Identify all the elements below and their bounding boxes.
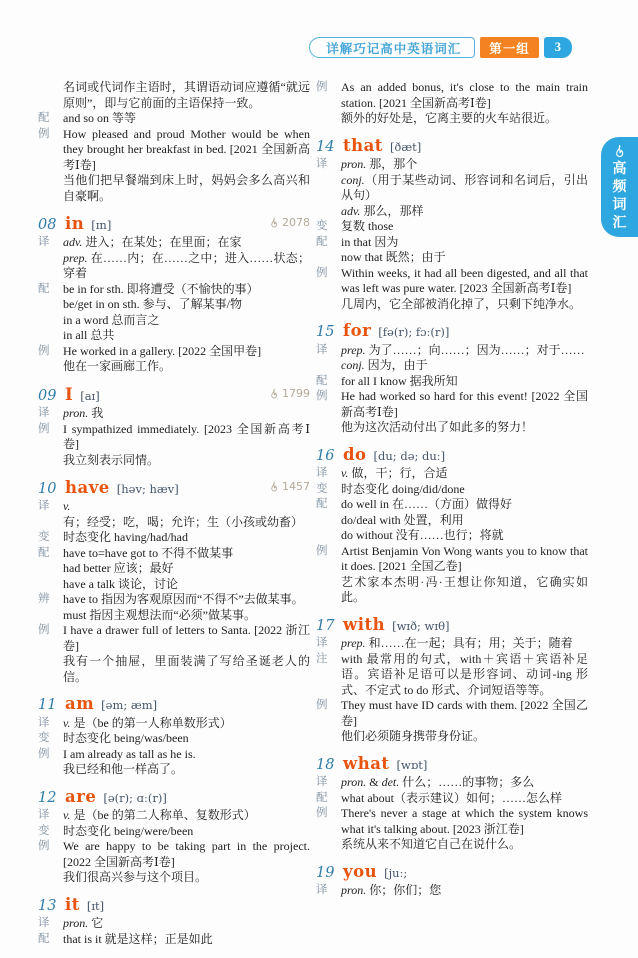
entry-for bbox=[316, 323, 588, 436]
phonetic: [fə(r); fɔː(r)] bbox=[378, 325, 450, 339]
section-body bbox=[63, 235, 310, 282]
entry-that bbox=[316, 135, 588, 313]
entry-header bbox=[38, 386, 310, 404]
entry-section bbox=[316, 80, 588, 127]
entry-section bbox=[38, 592, 310, 623]
section-body bbox=[63, 530, 310, 546]
entry-line: have to 指因为客观原因而“不得不”去做某事。 bbox=[63, 592, 304, 607]
entry-section bbox=[316, 482, 588, 498]
section-body bbox=[63, 282, 310, 344]
entry-section bbox=[316, 343, 588, 374]
entry-section bbox=[38, 422, 310, 469]
entry-line: Within weeks, it had all been digested, and all that was left was pure water. [2023 全国新高考Ⅰ卷] bbox=[341, 265, 588, 295]
section-body bbox=[341, 374, 588, 390]
group-label: 第一组 bbox=[489, 41, 530, 56]
entry-line: 额外的好处是，它离主要的火车站很近。 bbox=[341, 111, 558, 125]
section-body bbox=[341, 806, 588, 853]
entry-line: Artist Benjamin Von Wong wants you to know that it does. [2021 全国乙卷] bbox=[341, 543, 588, 573]
section-body bbox=[341, 343, 588, 374]
entry-are bbox=[38, 786, 310, 886]
entry-line: that is it 就是这样；正是如此 bbox=[63, 931, 213, 946]
section-tag: 例 bbox=[316, 807, 328, 819]
section-body bbox=[341, 636, 588, 652]
entry-line: adv. 那么，那样 bbox=[341, 203, 424, 218]
entry-have bbox=[38, 479, 310, 685]
section-tag: 译 bbox=[38, 236, 50, 249]
entry-section bbox=[38, 499, 310, 530]
section-tag: 译 bbox=[38, 407, 50, 419]
section-body bbox=[341, 389, 588, 436]
section-tag: 译 bbox=[38, 917, 50, 930]
headword: it bbox=[65, 894, 80, 914]
entry-section bbox=[316, 806, 588, 853]
entry-section bbox=[316, 235, 588, 266]
entry-section bbox=[38, 111, 310, 127]
section-tag: 配 bbox=[38, 282, 50, 295]
entry-am bbox=[38, 696, 310, 778]
entry-number: 08 bbox=[38, 216, 57, 233]
entry-line: 时态变化 being/were/been bbox=[63, 823, 194, 838]
entry-section bbox=[38, 80, 310, 111]
entry-line: conj. 因为，由于 bbox=[341, 358, 428, 372]
entry-I bbox=[38, 386, 310, 468]
entry-line: 时态变化 doing/did/done bbox=[341, 481, 465, 496]
frequency-badge bbox=[268, 386, 310, 402]
section-body bbox=[341, 80, 588, 127]
section-tag: 辨 bbox=[38, 593, 50, 606]
high-frequency-label: 高频词汇 bbox=[612, 162, 627, 231]
entry-continuation bbox=[316, 80, 588, 127]
book-title: 详解巧记高中英语词汇 bbox=[326, 41, 462, 56]
entry-line: v. 是（be 的第二人称单、复数形式） bbox=[63, 808, 256, 823]
entry-number: 14 bbox=[316, 138, 335, 155]
entry-line: must 指因主观想法而“必须”做某事。 bbox=[63, 607, 256, 622]
entry-section bbox=[316, 698, 588, 745]
frequency-count: 1799 bbox=[282, 386, 310, 400]
entry-line: what about（表示建议）如何；……怎么样 bbox=[341, 790, 562, 805]
section-tag: 变 bbox=[316, 482, 328, 495]
entry-line: As an added bonus, it's close to the main train station. [2021 全国新高考Ⅰ卷] bbox=[341, 80, 588, 110]
entry-with bbox=[316, 614, 588, 745]
section-body bbox=[63, 747, 310, 778]
phonetic: [ə(r); ɑː(r)] bbox=[103, 790, 167, 805]
entry-section bbox=[38, 406, 310, 422]
entry-section bbox=[38, 716, 310, 732]
section-body bbox=[63, 932, 310, 948]
entry-line: 我立刻表示同情。 bbox=[63, 452, 160, 467]
section-body bbox=[341, 266, 588, 313]
entry-line: v. 做，干；行，合适 bbox=[341, 466, 448, 480]
entry-section bbox=[38, 824, 310, 840]
frequency-count: 2078 bbox=[282, 216, 310, 229]
headword: do bbox=[343, 444, 367, 464]
entry-header bbox=[316, 135, 588, 156]
entry-line: in a word 总而言之 bbox=[63, 312, 160, 327]
entry-line: pron. 它 bbox=[63, 916, 104, 931]
entry-line: have a talk 谈论，讨论 bbox=[63, 576, 178, 591]
entry-line: in that 因为 bbox=[341, 234, 399, 249]
section-body bbox=[63, 127, 310, 205]
entry-line: do/deal with 处置，利用 bbox=[341, 512, 464, 527]
entry-line: 我们很高兴参与这个项目。 bbox=[63, 870, 208, 885]
entry-header bbox=[316, 753, 588, 774]
entry-line: How pleased and proud Mother would be when they brought her breakfast in bed. [2021 全国新高考Ⅰ卷] bbox=[63, 126, 310, 172]
section-body bbox=[63, 344, 310, 375]
entry-number: 18 bbox=[316, 756, 335, 773]
entry-line: They must have ID cards with them. [2022 全国乙卷] bbox=[341, 698, 588, 728]
entry-section bbox=[316, 775, 588, 791]
entry-section bbox=[316, 219, 588, 235]
entry-line: We are happy to be taking part in the project. [2022 全国新高考Ⅰ卷] bbox=[63, 839, 310, 869]
flame-icon bbox=[268, 217, 280, 229]
entry-line: 时态变化 having/had/had bbox=[63, 530, 188, 545]
phonetic: [əm; æm] bbox=[101, 698, 158, 713]
section-body bbox=[341, 482, 588, 498]
entry-in bbox=[38, 215, 310, 375]
section-body bbox=[63, 916, 310, 932]
entry-line: 当他们把早餐端到床上时，妈妈会多么高兴和自豪啊。 bbox=[63, 173, 310, 203]
page-number: 3 bbox=[554, 40, 561, 54]
entry-section bbox=[316, 266, 588, 313]
entry-line: 艺术家本杰明·冯·王想让你知道，它确实如此。 bbox=[341, 574, 588, 604]
phonetic: [du; də; duː] bbox=[373, 448, 446, 463]
frequency-badge bbox=[268, 479, 310, 495]
section-body bbox=[63, 592, 310, 623]
section-tag bbox=[38, 80, 63, 111]
entry-do bbox=[316, 444, 588, 606]
entry-section bbox=[316, 157, 588, 219]
flame-icon bbox=[268, 481, 280, 493]
entry-line: He worked in a gallery. [2022 全国甲卷] bbox=[63, 343, 262, 358]
entry-header bbox=[316, 323, 588, 341]
entry-line: 他在一家画廊工作。 bbox=[63, 359, 172, 374]
entry-section bbox=[38, 344, 310, 375]
entry-line: v. 是（be 的第一人称单数形式） bbox=[63, 715, 232, 730]
entry-line: I sympathized immediately. [2023 全国新高考Ⅰ卷] bbox=[63, 421, 310, 451]
frequency-count: 1457 bbox=[282, 480, 310, 493]
entry-line: 时态变化 being/was/been bbox=[63, 731, 189, 746]
headword: that bbox=[343, 135, 383, 155]
section-body bbox=[63, 824, 310, 840]
section-body bbox=[63, 80, 310, 111]
section-tag: 译 bbox=[316, 343, 328, 356]
section-body bbox=[341, 775, 588, 791]
entry-section bbox=[316, 883, 588, 899]
entry-what bbox=[316, 753, 588, 853]
section-tag: 配 bbox=[316, 498, 328, 510]
headword: I bbox=[65, 384, 74, 404]
entry-section bbox=[38, 731, 310, 747]
entry-line: prep. 在……内；在……之中；进入……状态；穿着 bbox=[63, 250, 310, 281]
phonetic: [ɪn] bbox=[91, 217, 112, 232]
entry-line: I have a drawer full of letters to Santa. [2022 浙江卷] bbox=[63, 623, 310, 653]
entry-line: He had worked so hard for this event! [2022 全国新高考Ⅰ卷] bbox=[341, 389, 588, 419]
section-tag: 例 bbox=[38, 747, 50, 760]
high-frequency-tab bbox=[601, 137, 638, 237]
entry-number: 16 bbox=[316, 447, 335, 464]
entry-section bbox=[38, 623, 310, 685]
section-body bbox=[63, 839, 310, 886]
page-header bbox=[0, 37, 572, 58]
headword: for bbox=[343, 321, 372, 340]
entry-section bbox=[38, 916, 310, 932]
section-body bbox=[341, 235, 588, 266]
section-tag: 例 bbox=[316, 81, 328, 93]
section-tag: 配 bbox=[38, 112, 50, 124]
entry-section bbox=[316, 636, 588, 652]
entry-number: 10 bbox=[38, 480, 57, 497]
entry-header bbox=[38, 894, 310, 915]
section-tag: 变 bbox=[38, 824, 50, 837]
entry-line: v. 有；经受；吃，喝；允许；生（小孩或幼畜） bbox=[63, 499, 304, 529]
entry-line: conj.（用于某些动词、形容词和名词后，引出从句） bbox=[341, 172, 588, 202]
right-column bbox=[316, 80, 588, 910]
section-body bbox=[341, 698, 588, 745]
section-body bbox=[63, 499, 310, 530]
entry-line: pron. 我 bbox=[63, 406, 104, 420]
section-tag: 例 bbox=[38, 624, 50, 637]
entry-line: do without 没有……也行；将就 bbox=[341, 528, 504, 542]
entry-line: adv. 进入；在某处；在里面；在家 bbox=[63, 235, 242, 250]
entry-header bbox=[38, 479, 310, 497]
headword: am bbox=[65, 694, 95, 714]
section-body bbox=[341, 544, 588, 606]
section-body bbox=[341, 791, 588, 807]
headword: in bbox=[65, 213, 85, 233]
headword: with bbox=[343, 614, 386, 634]
entry-section bbox=[38, 808, 310, 824]
headword: what bbox=[343, 753, 390, 773]
entry-line: be/get in on sth. 参与、了解某事/物 bbox=[63, 297, 242, 312]
section-tag: 注 bbox=[316, 652, 328, 665]
section-tag: 译 bbox=[316, 776, 328, 788]
section-tag: 译 bbox=[38, 809, 50, 822]
section-tag: 配 bbox=[38, 932, 50, 945]
entry-section bbox=[38, 235, 310, 282]
section-tag: 例 bbox=[38, 840, 50, 853]
entry-section bbox=[38, 747, 310, 778]
entry-line: and so on 等等 bbox=[63, 111, 136, 125]
entry-header bbox=[38, 696, 310, 714]
entry-section bbox=[316, 791, 588, 807]
section-tag: 例 bbox=[38, 422, 50, 435]
entry-section bbox=[38, 282, 310, 344]
phonetic: [juː; bbox=[384, 865, 408, 880]
entry-header bbox=[316, 614, 588, 635]
section-tag: 例 bbox=[316, 390, 328, 402]
section-body bbox=[63, 406, 310, 422]
flame-icon bbox=[268, 388, 280, 400]
section-body bbox=[63, 808, 310, 824]
section-body bbox=[341, 497, 588, 544]
entry-header bbox=[316, 861, 588, 882]
phonetic: [wɒt] bbox=[396, 757, 428, 772]
entry-number: 17 bbox=[316, 617, 335, 634]
section-tag: 例 bbox=[316, 699, 328, 711]
section-body bbox=[341, 219, 588, 235]
entry-line: 他为这次活动付出了如此多的努力！ bbox=[341, 420, 534, 434]
phonetic: [aɪ] bbox=[80, 388, 100, 403]
section-tag: 配 bbox=[316, 791, 328, 804]
entry-line: 他们必须随身携带身份证。 bbox=[341, 729, 486, 743]
section-body bbox=[341, 652, 588, 699]
entry-line: had better 应该；最好 bbox=[63, 561, 174, 576]
group-badge bbox=[480, 37, 539, 58]
entry-line: 复数 those bbox=[341, 219, 394, 233]
entry-number: 12 bbox=[38, 789, 57, 806]
entry-line: prep. 为了……；向……；因为……；对于…… bbox=[341, 342, 585, 357]
entry-line: in all 总共 bbox=[63, 328, 115, 343]
entry-section bbox=[316, 374, 588, 390]
entry-section bbox=[38, 530, 310, 546]
phonetic: [ɪt] bbox=[86, 898, 105, 913]
section-tag: 例 bbox=[316, 266, 328, 279]
section-body bbox=[63, 546, 310, 593]
entry-line: 几周内，它全部被消化掉了，只剩下纯净水。 bbox=[341, 296, 582, 311]
entry-line: There's never a stage at which the system knows what it's talking about. [2023 浙江卷] bbox=[341, 806, 588, 836]
section-tag: 译 bbox=[316, 158, 328, 170]
section-tag: 例 bbox=[316, 544, 328, 557]
entry-line: have to=have got to 不得不做某事 bbox=[63, 545, 234, 560]
section-body bbox=[63, 623, 310, 685]
entry-line: 名词或代词作主语时，其谓语动词应遵循“就远原则”，即与它前面的主语保持一致。 bbox=[63, 80, 310, 110]
entry-header bbox=[38, 215, 310, 233]
section-tag: 译 bbox=[316, 884, 328, 896]
entry-section bbox=[38, 839, 310, 886]
phonetic: [həv; hæv] bbox=[116, 481, 179, 496]
entry-header bbox=[316, 444, 588, 465]
entry-line: 我有一个抽屉，里面装满了写给圣诞老人的信。 bbox=[63, 654, 310, 684]
entry-section bbox=[316, 466, 588, 482]
section-tag: 变 bbox=[38, 732, 50, 745]
entry-line: 系统从来不知道它自己在说什么。 bbox=[341, 837, 522, 851]
entry-section bbox=[316, 652, 588, 699]
section-body bbox=[63, 422, 310, 469]
section-body bbox=[341, 466, 588, 482]
headword: you bbox=[343, 861, 378, 881]
section-tag: 译 bbox=[38, 716, 50, 729]
left-column bbox=[38, 80, 310, 958]
entry-section bbox=[316, 497, 588, 544]
headword: have bbox=[65, 477, 110, 497]
section-tag: 配 bbox=[316, 235, 328, 248]
entry-number: 09 bbox=[38, 387, 57, 404]
entry-number: 19 bbox=[316, 864, 335, 881]
section-tag: 译 bbox=[316, 467, 328, 479]
entry-it bbox=[38, 894, 310, 948]
section-body bbox=[341, 883, 588, 899]
page-number-badge bbox=[544, 37, 572, 58]
section-body bbox=[63, 111, 310, 127]
entry-line: I am already as tall as he is. bbox=[63, 746, 196, 761]
entry-section bbox=[38, 932, 310, 948]
entry-line: prep. 和……在一起；具有；用；关于；随着 bbox=[341, 636, 573, 650]
phonetic: [ðæt] bbox=[389, 139, 422, 154]
entry-line: pron. 你；你们；您 bbox=[341, 883, 442, 897]
section-body bbox=[63, 716, 310, 732]
section-body bbox=[341, 157, 588, 219]
entry-line: with 最常用的句式，with＋宾语＋宾语补足语。宾语补足语可以是形容词、动词-ing 形式、不定式 to do 形式、介词短语等等。 bbox=[341, 651, 588, 697]
entry-section bbox=[316, 389, 588, 436]
phonetic: [wɪð; wɪθ] bbox=[392, 618, 450, 633]
entry-number: 13 bbox=[38, 897, 57, 914]
entry-number: 15 bbox=[316, 324, 335, 340]
entry-line: do well in 在……（方面）做得好 bbox=[341, 497, 512, 511]
section-tag: 例 bbox=[38, 344, 50, 357]
section-tag: 变 bbox=[316, 220, 328, 232]
entry-section bbox=[38, 127, 310, 205]
entry-number: 11 bbox=[38, 697, 57, 714]
entry-header bbox=[38, 786, 310, 807]
entry-line: 我已经和他一样高了。 bbox=[63, 762, 184, 777]
entry-you bbox=[316, 861, 588, 899]
section-tag: 译 bbox=[38, 500, 50, 513]
section-tag: 译 bbox=[316, 637, 328, 649]
entry-line: pron. & det. 什么；……的事物；多么 bbox=[341, 775, 535, 789]
section-tag: 变 bbox=[38, 531, 50, 544]
section-body bbox=[63, 731, 310, 747]
section-tag: 配 bbox=[38, 546, 50, 559]
entry-continuation bbox=[38, 80, 310, 204]
book-title-pill bbox=[309, 37, 475, 58]
entry-section bbox=[38, 546, 310, 593]
entry-line: be in for sth. 即将遭受（不愉快的事） bbox=[63, 281, 259, 296]
entry-line: pron. 那，那个 bbox=[341, 157, 418, 171]
section-tag: 配 bbox=[316, 374, 328, 387]
headword: are bbox=[65, 786, 97, 806]
entry-line: now that 既然；由于 bbox=[341, 250, 446, 264]
frequency-badge bbox=[268, 215, 310, 231]
section-tag: 例 bbox=[38, 127, 50, 140]
entry-line: for all I know 据我所知 bbox=[341, 373, 458, 388]
entry-section bbox=[316, 544, 588, 606]
flame-icon bbox=[612, 144, 627, 159]
